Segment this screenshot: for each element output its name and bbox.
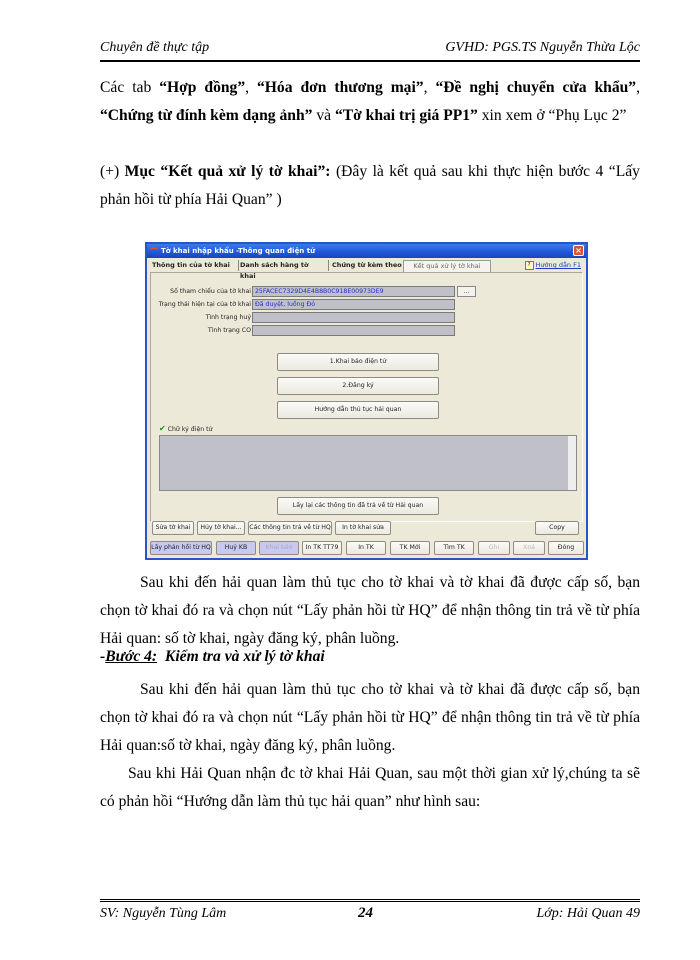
field-label: Trạng thái hiện tại của tờ khai	[158, 301, 251, 308]
page-number: 24	[358, 905, 373, 921]
paragraph-check-declaration: Sau khi đến hải quan làm thủ tục cho tờ khai và tờ khai đã được cấp số, bạn chọn tờ khai đó ra và chọn nút “Lấy phản hồi từ HQ” để nhận thông tin trả về từ phía Hải quan:số tờ khai, ngày đăng ký, phân luồng.	[100, 681, 640, 754]
reference-number-input[interactable]: 25FACEC7329D4E4B8B0C918E00973DE9	[252, 286, 455, 297]
footer-student: SV: Nguyễn Tùng Lâm	[100, 906, 227, 921]
register-button[interactable]: 2.Đăng ký	[277, 377, 439, 395]
page-header	[100, 38, 640, 62]
app-icon	[150, 247, 158, 255]
signature-label: ✔ Chữ ký điện tử	[159, 424, 213, 433]
close-button[interactable]: Đóng	[548, 541, 584, 555]
field-label: Số tham chiếu của tờ khai	[170, 288, 251, 295]
cancel-declaration-button[interactable]: Hủy tờ khai...	[197, 521, 245, 535]
electronic-declare-button[interactable]: 1.Khai báo điện tử	[277, 353, 439, 371]
field-label: Tình trạng CO	[207, 327, 251, 334]
print-declaration-button[interactable]: In TK	[346, 541, 386, 555]
cancel-submission-button[interactable]: Huỷ KB	[216, 541, 256, 555]
help-icon: ?	[525, 261, 534, 270]
co-status-input[interactable]	[252, 325, 455, 336]
tab-declaration-info[interactable]: Thông tin của tờ khai	[150, 260, 239, 271]
declare-button[interactable]: Khai báo	[259, 541, 299, 555]
vertical-scrollbar[interactable]	[568, 436, 576, 490]
dialog-title: Tờ khai nhập khẩu -Thông quan điện tử	[161, 247, 316, 255]
dialog-titlebar	[147, 244, 586, 258]
paragraph-customs-guide: Sau khi Hải Quan nhận đc tờ khai Hải Quan, sau một thời gian xử lý,chúng ta sẽ có phản hồi “Hướng dẫn làm thủ tục hải quan” như hình sau:	[100, 765, 640, 810]
header-supervisor: GVHD: PGS.TS Nguyễn Thừa Lộc	[445, 40, 640, 55]
returned-info-button[interactable]: Các thông tin trả về từ HQ	[248, 521, 332, 535]
save-button[interactable]: Ghi	[478, 541, 510, 555]
close-icon[interactable]: ×	[573, 245, 584, 256]
current-status-input[interactable]: Đã duyệt, luồng Đỏ	[252, 299, 455, 310]
field-label: Tình trạng huỷ	[205, 314, 251, 321]
get-customs-response-button[interactable]: Lấy phản hồi từ HQ	[150, 541, 212, 555]
signature-textbox[interactable]	[159, 435, 577, 491]
customs-guide-button[interactable]: Hướng dẫn thủ tục hải quan	[277, 401, 439, 419]
footer-class: Lớp: Hải Quan 49	[536, 906, 640, 921]
customs-declaration-dialog	[145, 242, 588, 560]
find-declaration-button[interactable]: Tìm TK	[434, 541, 474, 555]
tab-processing-result[interactable]: Kết quả xử lý tờ khai	[403, 260, 491, 273]
new-declaration-button[interactable]: TK Mới	[390, 541, 430, 555]
dialog-tabs	[150, 260, 583, 280]
header-topic: Chuyên đề thực tập	[100, 40, 210, 55]
print-tt79-button[interactable]: In TK TT79	[302, 541, 342, 555]
step-label: Bước 4:	[105, 648, 158, 665]
print-amended-button[interactable]: In tờ khai sửa	[335, 521, 391, 535]
browse-button[interactable]: ...	[457, 286, 476, 297]
delete-button[interactable]: Xoá	[513, 541, 545, 555]
checkmark-icon: ✔	[159, 424, 166, 433]
result-panel	[150, 272, 583, 522]
copy-button[interactable]: Copy	[535, 521, 579, 535]
step-4-heading: -Bước 4: Kiểm tra và xử lý tờ khai	[100, 648, 325, 665]
refetch-info-button[interactable]: Lấy lại các thông tin đã trả về từ Hải quan	[277, 497, 439, 515]
intro-paragraph-result: (+) Mục “Kết quả xử lý tờ khai”: (Đây là kết quả sau khi thực hiện bước 4 “Lấy phản hồi từ phía Hải Quan” )	[100, 163, 640, 208]
intro-paragraph-tabs: Các tab “Hợp đồng”, “Hóa đơn thương mại”, “Đề nghị chuyển cửa khẩu”, “Chứng từ đính kèm dạng ảnh” và “Tờ khai trị giá PP1” xin xem ở “Phụ Lục 2”	[100, 79, 640, 124]
help-link[interactable]: ? Hướng dẫn F1	[525, 260, 581, 271]
page-footer	[100, 899, 640, 924]
cancel-status-input[interactable]	[252, 312, 455, 323]
step-title: Kiểm tra và xử lý tờ khai	[157, 648, 325, 665]
tab-goods-list[interactable]: Danh sách hàng tờ khai	[238, 260, 329, 271]
tab-attached-docs[interactable]: Chứng từ kèm theo	[330, 260, 405, 271]
edit-declaration-button[interactable]: Sửa tờ khai	[152, 521, 194, 535]
paragraph-get-response: Sau khi đến hải quan làm thủ tục cho tờ khai và tờ khai đã được cấp số, bạn chọn tờ khai đó ra và chọn nút “Lấy phản hồi từ HQ” để nhận thông tin trả về từ phía Hải quan: số tờ khai, ngày đăng ký, phân luồng.	[100, 574, 640, 647]
